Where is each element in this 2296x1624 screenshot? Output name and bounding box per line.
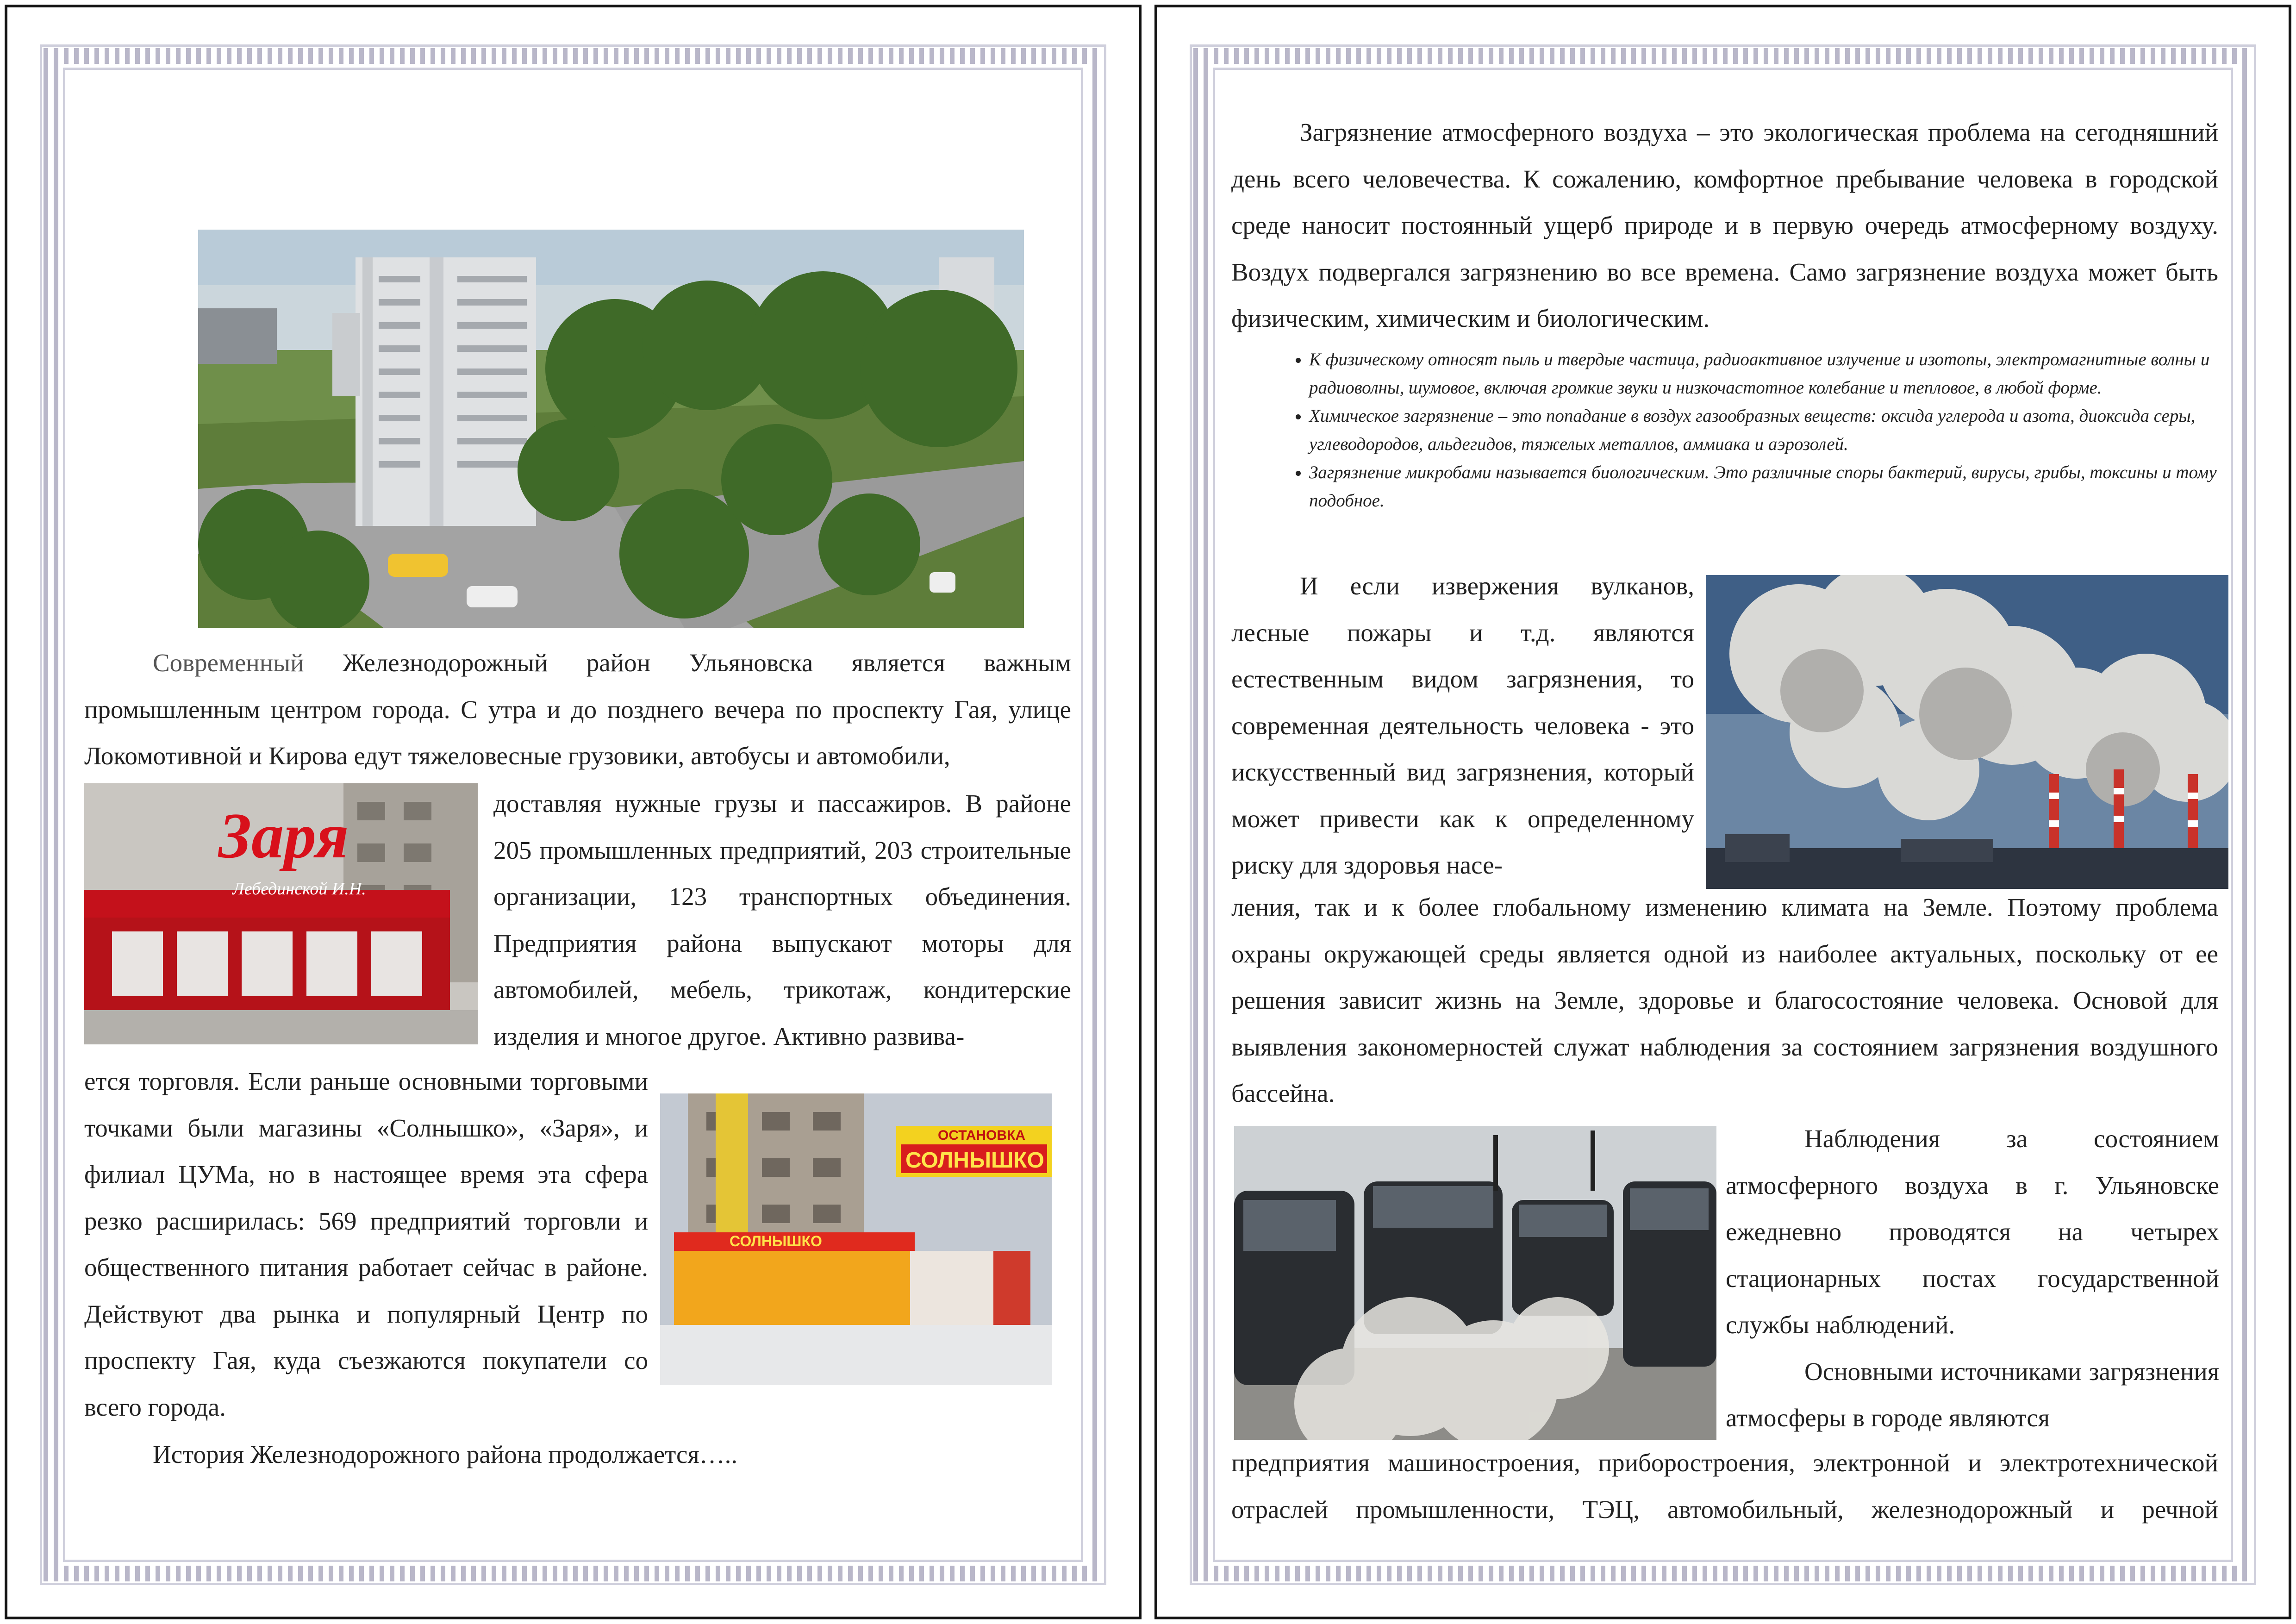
paragraph-environment: ления, так и к более глобальному изменению климата на Земле. Поэтому проблема охраны окружающей среды является одной из наиболее актуальных, поскольку от ее решения зависит жизнь на Земле, здоровье и благосостояние человека. Основой для выявления закономерностей служат наблюдения за состоянием загрязнения воздушного бассейна. — [1231, 893, 2218, 1107]
paragraph-natural-vs-human — [1231, 563, 1694, 889]
zarya-subsign: Лебединской И.Н. — [232, 879, 366, 899]
list-item: • К физическому относят пыль и твердые частица, радиоактивное излучение и изотопы, электромагнитные волны и радиоволны, шумовое, включая громкие звуки и низкочастотное колебание и тепловое, в любой форме. — [1309, 345, 2230, 402]
paragraph-closing: История Железнодорожного района продолжается….. — [153, 1440, 738, 1468]
paragraph-industry: доставляя нужные грузы и пассажиров. В районе 205 промышленных предприятий, 203 строительные организации, 123 транспортных объединения. Предприятия района выпускают моторы для автомобилей, мебель, трикотаж, кондитерские изделия и многое другое. Активно развива- — [493, 789, 1071, 1050]
paragraph-monitoring-text: Наблюдения за состоянием атмосферного воздуха в г. Ульяновске ежедневно проводятся на четырех стационарных постах государственной службы наблюдений. — [1726, 1124, 2219, 1339]
stop-sign-main: СОЛНЫШКО — [905, 1148, 1044, 1173]
shop-sign: СОЛНЫШКО — [730, 1233, 822, 1249]
paragraph-trade: ется торговля. Если раньше основными торговыми точками были магазины «Солнышко», «Заря», и филиал ЦУМа, но в настоящее время эта сфера резко расширилась: 569 предприятий торговли и общественного питания работает сейчас в районе. Действуют два рынка и популярный Центр по проспекту Гая, куда съезжаются покупатели со всего города. — [84, 1067, 648, 1421]
paragraph-sources-text: Основными источниками загрязнения атмосферы в городе являются — [1726, 1357, 2219, 1432]
city-district-photo — [198, 230, 1024, 628]
car-exhaust-photo — [1234, 1126, 1716, 1440]
paragraph-intro-text: Железнодорожный район Ульяновска является важным промышленным центром города. С утра и до позднего вечера по проспекту Гая, улице Локомотивной и Кирова едут тяжеловесные грузовики, автобусы и автомобили, — [84, 649, 1071, 770]
right-page — [1154, 5, 2291, 1619]
first-word: Современный — [153, 649, 304, 677]
paragraph-air-pollution-text: Загрязнение атмосферного воздуха – это экологическая проблема на сегодняшний день всего человечества. К сожалению, комфортное пребывание человека в городской среде наносит постоянный ущерб природе и в первую очередь атмосферному воздуху. Воздух подвергался загрязнению во все времена. Само загрязнение воздуха может быть физическим, химическим и биологическим. — [1231, 118, 2218, 332]
list-item: • Загрязнение микробами называется биологическим. Это различные споры бактерий, вирусы, грибы, токсины и тому подобное. — [1309, 458, 2230, 515]
paragraph-air-pollution — [1231, 109, 2218, 342]
left-page — [5, 5, 1142, 1619]
paragraph-sources-continued: предприятия машиностроения, приборостроения, электронной и электротехнической отраслей промышленности, ТЭЦ, автомобильный, железнодорожный и речной — [1231, 1449, 2218, 1524]
pollution-types-list — [1296, 345, 2230, 515]
paragraph-natural-vs-human-text: И если извержения вулканов, лесные пожары и т.д. являются естественным видом загрязнения, то современная деятельность человека - это искусственный вид загрязнения, который может привести как к определенному риску для здоровья насе- — [1231, 572, 1694, 879]
zarya-sign: Заря — [218, 800, 349, 872]
factory-smoke-photo — [1706, 575, 2228, 889]
list-item: • Химическое загрязнение – это попадание в воздух газообразных веществ: оксида углерода и азота, диоксида серы, углеводородов, альдегидов, тяжелых металлов, аммиака и аэрозолей. — [1309, 402, 2230, 458]
stop-sign-top: ОСТАНОВКА — [938, 1128, 1025, 1143]
zarya-store-photo — [84, 783, 478, 1044]
solnyshko-stop-photo — [660, 1093, 1052, 1385]
paragraph-monitoring — [1726, 1116, 2219, 1442]
paragraph-intro — [84, 640, 1071, 780]
